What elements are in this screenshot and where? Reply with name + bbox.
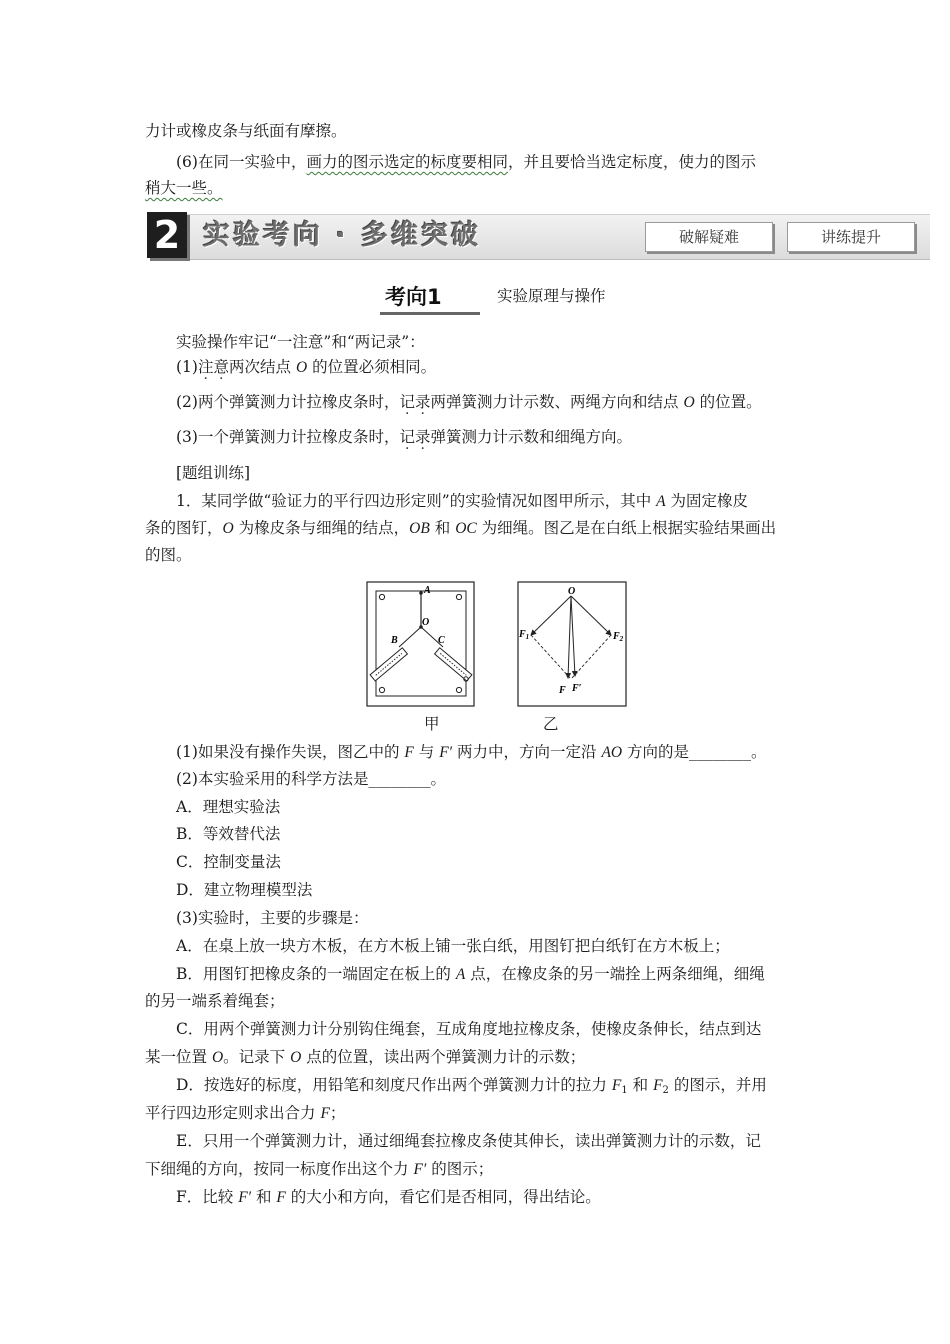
q1-b: 与 (413, 743, 440, 761)
problem-2-OC: OC (455, 520, 477, 537)
step-d1-b: 和 (627, 1076, 654, 1094)
question-1 (176, 741, 767, 764)
step-e2-a: 下细绳的方向，按同一标度作出这个力 (145, 1160, 414, 1178)
label-A: A (424, 585, 431, 596)
note-3-post: 弹簧测力计示数和细绳方向。 (430, 428, 633, 446)
step-b1-b: 点，在橡皮条的另一端拴上两条细绳，细绳 (465, 965, 765, 983)
step-c2-a: 某一位置 (145, 1048, 212, 1066)
note-2-O: O (683, 394, 695, 411)
label-F-prime: F′ (572, 683, 582, 694)
step-c2-O: O (211, 1049, 224, 1066)
question-2 (176, 768, 446, 790)
q1-F: F (404, 744, 414, 761)
intro-text-3: 稍大一些。 (145, 179, 223, 197)
note-1 (176, 356, 436, 379)
note-2 (176, 391, 762, 414)
step-c2-b: 。记录下 (223, 1048, 291, 1066)
note-2-pre: (2)两个弹簧测力计拉橡皮条时， (176, 393, 400, 411)
problem-1a: 1．某同学做“验证力的平行四边形定则”的实验情况如图甲所示，其中 (176, 492, 657, 510)
step-e-1 (176, 1130, 761, 1152)
q1-AO: AO (601, 744, 623, 761)
step-f-F: F (276, 1189, 286, 1206)
step-d1-F2: F (653, 1077, 663, 1094)
step-b1-A: A (455, 966, 466, 983)
step-f-a: F．比较 (176, 1188, 239, 1206)
banner-number: 2 (147, 212, 187, 258)
problem-2d: 为细绳。图乙是在白纸上根据实验结果画出 (476, 519, 777, 537)
step-c1-text: C．用两个弹簧测力计分别钩住绳套，互成角度地拉橡皮条，使橡皮条伸长，结点到达 (176, 1020, 762, 1038)
label-B: B (391, 635, 398, 646)
q2-text: (2)本实验采用的科学方法是________。 (176, 770, 446, 788)
option-b (176, 823, 280, 845)
step-d2-a: 平行四边形定则求出合力 (145, 1104, 321, 1122)
option-a (176, 796, 280, 818)
step-e1-text: E．只用一个弹簧测力计，通过细绳套拉橡皮条使其伸长，读出弹簧测力计的示数，记 (176, 1132, 761, 1150)
group-training-text: [题组训练] (176, 464, 251, 482)
problem-2-OB: OB (409, 520, 430, 537)
problem-1-A: A (656, 493, 666, 510)
banner-button-crack-difficulties[interactable]: 破解疑难 (645, 222, 773, 252)
step-f-c: 的大小和方向，看它们是否相同，得出结论。 (285, 1188, 601, 1206)
label-O-left: O (422, 617, 430, 628)
option-a-text: A．理想实验法 (176, 798, 281, 816)
step-c2-O2: O (290, 1049, 302, 1066)
step-d1-F2-sub: 2 (662, 1085, 669, 1096)
topic-heading-underline (380, 312, 480, 315)
intro-text-2b: ，并且要恰当选定标度，使力的图示 (507, 153, 756, 171)
banner-title: 实验考向 · 多维突破 (203, 220, 482, 251)
note-2-dot-2: 录 (414, 393, 431, 411)
problem-line-2 (145, 517, 776, 540)
q1-d: 方向的是________。 (622, 743, 767, 761)
notes-lead-text: 实验操作牢记“一注意”和“两记录”： (176, 333, 425, 351)
group-training-label (176, 462, 250, 484)
option-b-text: B．等效替代法 (176, 825, 281, 843)
problem-line-3 (145, 544, 192, 566)
step-c-2 (145, 1046, 585, 1069)
step-f-b: 和 (251, 1188, 277, 1206)
problem-line-1 (176, 490, 748, 513)
step-d2-b: ； (329, 1104, 346, 1122)
note-1-pre: (1) (176, 358, 198, 376)
topic-heading: 考向1 (385, 285, 442, 309)
note-2-mid: 两弹簧测力计示数、两绳方向和结点 (430, 393, 684, 411)
problem-2-O: O (222, 520, 234, 537)
note-2-dot-1: 记 (399, 393, 415, 411)
step-b1-a: B．用图钉把橡皮条的一端固定在板上的 (176, 965, 456, 983)
step-d1-a: D．按选好的标度，用铅笔和刻度尺作出两个弹簧测力计的拉力 (176, 1076, 612, 1094)
intro-line-2 (176, 151, 756, 173)
step-d1-F1: F (611, 1077, 622, 1094)
figure-yi (517, 581, 629, 708)
step-d-2 (145, 1102, 345, 1125)
q3-text: (3)实验时，主要的步骤是： (176, 909, 369, 927)
step-b-2 (145, 990, 285, 1012)
note-2-end: 的位置。 (694, 393, 762, 411)
step-e2-Fp: F′ (413, 1161, 427, 1178)
step-e-2 (145, 1158, 493, 1181)
step-f-Fp: F′ (238, 1189, 252, 1206)
problem-2b: 为橡皮条与细绳的结点， (233, 519, 410, 537)
figure-caption-jia: 甲 (424, 715, 440, 733)
topic-subtitle: 实验原理与操作 (497, 287, 606, 305)
step-c2-c: 点的位置，读出两个弹簧测力计的示数； (301, 1048, 586, 1066)
step-c-1 (176, 1018, 761, 1040)
note-3 (176, 426, 632, 448)
note-1-mid: 两次结点 (229, 358, 296, 376)
problem-3: 的图。 (145, 546, 192, 564)
step-a-text: A．在桌上放一块方木板，在方木板上铺一张白纸，用图钉把白纸钉在方木板上； (176, 937, 730, 955)
banner-button-practice-improve[interactable]: 讲练提升 (787, 222, 915, 252)
step-b-1 (176, 963, 765, 986)
note-3-dot-2: 录 (414, 428, 431, 446)
intro-line-3 (145, 177, 223, 199)
intro-text-2a: (6)在同一实验中， (176, 153, 307, 171)
step-f (176, 1186, 601, 1209)
intro-wavy-emphasis: 画力的图示选定的标度要相同 (306, 153, 508, 171)
step-d1-F1-sub: 1 (621, 1085, 628, 1096)
intro-line-1 (145, 120, 347, 142)
note-1-dot-1: 注 (197, 358, 214, 376)
problem-1b: 为固定橡皮 (665, 492, 749, 510)
label-C: C (438, 635, 445, 646)
step-b2-text: 的另一端系着绳套； (145, 992, 285, 1010)
note-3-pre: (3)一个弹簧测力计拉橡皮条时， (176, 428, 400, 446)
option-d-text: D．建立物理模型法 (176, 881, 313, 899)
step-e2-b: 的图示； (426, 1160, 494, 1178)
question-3 (176, 907, 368, 929)
note-3-dot-1: 记 (399, 428, 415, 446)
q1-Fp: F′ (439, 744, 453, 761)
option-c (176, 851, 281, 873)
step-a (176, 935, 730, 957)
notes-lead (176, 331, 425, 353)
figure-jia (366, 581, 476, 708)
note-1-O: O (295, 359, 308, 376)
q1-a: (1)如果没有操作失误，图乙中的 (176, 743, 405, 761)
label-O-right: O (568, 586, 576, 597)
step-d-1 (176, 1074, 767, 1102)
problem-2c: 和 (429, 519, 456, 537)
problem-2a: 条的图钉， (145, 519, 223, 537)
label-F: F (559, 685, 566, 696)
section-banner (145, 212, 930, 260)
figure-caption-yi: 乙 (543, 715, 559, 733)
q1-c: 两力中，方向一定沿 (452, 743, 602, 761)
option-c-text: C．控制变量法 (176, 853, 281, 871)
note-1-end: 的位置必须相同。 (307, 358, 437, 376)
option-d (176, 879, 312, 901)
label-F1: $F_1$ (519, 629, 530, 641)
step-d1-c: 的图示，并用 (668, 1076, 767, 1094)
label-F2: $F_2$ (613, 631, 624, 643)
note-1-dot-2: 意 (213, 358, 229, 376)
intro-text-1: 力计或橡皮条与纸面有摩擦。 (145, 122, 347, 140)
step-d2-F: F (320, 1105, 330, 1122)
